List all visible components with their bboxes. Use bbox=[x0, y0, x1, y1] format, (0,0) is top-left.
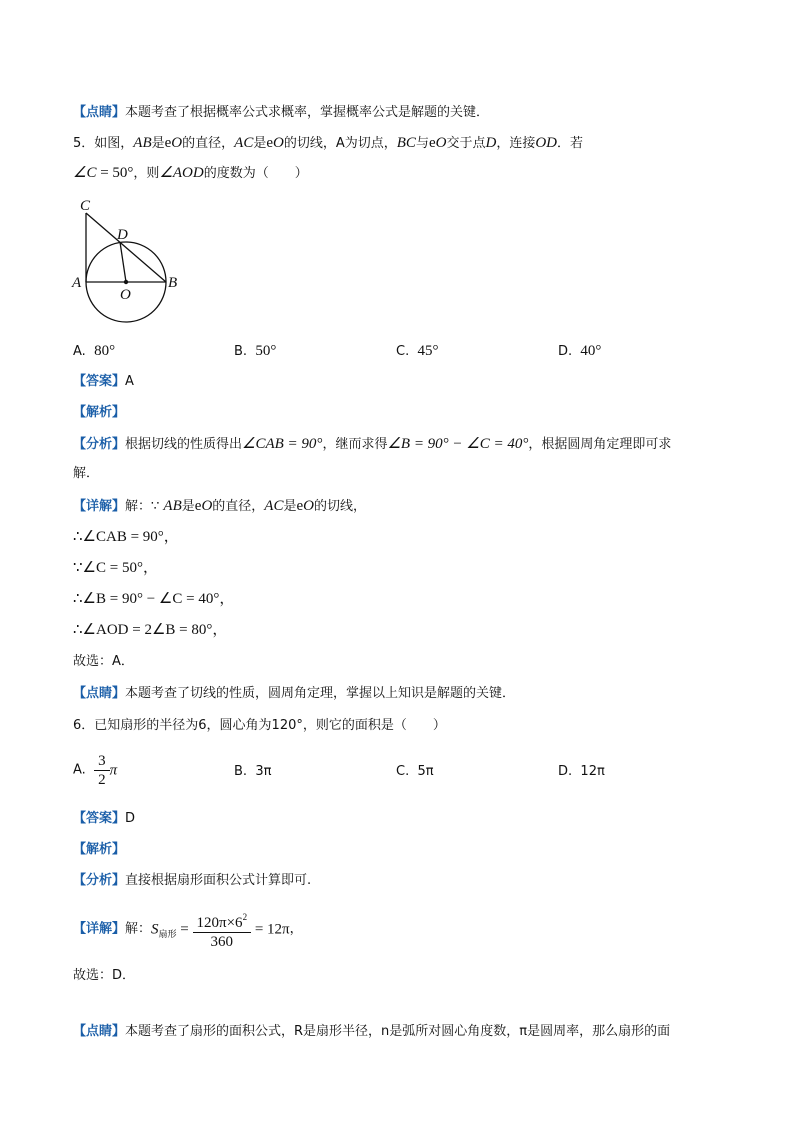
math-O: O bbox=[435, 135, 447, 151]
fenxi-text: ，根据圆周角定理即可求 bbox=[528, 437, 672, 452]
prev-dianjing-text: 本题考查了根据概率公式求概率，掌握概率公式是解题的关键． bbox=[125, 105, 490, 120]
exponent: 2 bbox=[242, 912, 248, 922]
xiangjie-tag: 【详解】 bbox=[73, 921, 126, 937]
xiangjie-text: ， bbox=[289, 921, 303, 937]
circle-symbol: e bbox=[194, 498, 202, 514]
q5-text: ，则 bbox=[133, 166, 160, 181]
xiangjie-text: 解： bbox=[125, 921, 152, 937]
circle-symbol: e bbox=[164, 135, 172, 151]
fenxi-text: 解． bbox=[73, 466, 100, 481]
option-value: 5π bbox=[417, 764, 434, 779]
segment-CB bbox=[86, 213, 166, 282]
fenxi-text: ，继而求得 bbox=[322, 437, 388, 452]
q6-stem: 6．已知扇形的半径为6，圆心角为120°，则它的面积是（ ） bbox=[73, 718, 446, 733]
xiangjie-text: 是 bbox=[283, 499, 297, 514]
dianjing-tag: 【点睛】 bbox=[73, 686, 126, 701]
analysis-tag: 【解析】 bbox=[73, 405, 126, 420]
center-point-O bbox=[124, 280, 128, 284]
math-pi: π bbox=[109, 762, 118, 779]
math-AB: AB bbox=[163, 498, 182, 514]
option-key: C. bbox=[396, 344, 410, 359]
math-D: D bbox=[485, 135, 497, 151]
q5-option-d[interactable] bbox=[558, 341, 601, 362]
option-key: C. bbox=[396, 764, 410, 779]
math-OD: OD bbox=[535, 135, 558, 151]
math-eq50: = 50° bbox=[96, 165, 134, 181]
q6-option-a[interactable] bbox=[73, 752, 117, 789]
q6-dianjing-line bbox=[73, 1022, 670, 1042]
math-O: O bbox=[171, 135, 183, 151]
q5-text: 是 bbox=[151, 136, 165, 151]
math-S-subscript: 扇形 bbox=[158, 930, 177, 940]
q6-choose: 故选：D． bbox=[73, 968, 136, 983]
xiangjie-text: 的切线， bbox=[314, 499, 367, 514]
q5-text: 的直径， bbox=[182, 136, 235, 151]
q6-answer-line bbox=[73, 809, 135, 829]
fenxi-text: 直接根据扇形面积公式计算即可. bbox=[125, 873, 312, 888]
xiangjie-tag: 【详解】 bbox=[73, 499, 126, 514]
option-value: 12π bbox=[580, 764, 605, 779]
fraction-numerator: 3 bbox=[94, 752, 110, 771]
q5-options bbox=[73, 341, 733, 361]
q5-stem-line1 bbox=[73, 133, 583, 154]
q5-text: 与 bbox=[415, 136, 429, 151]
q5-figure bbox=[70, 195, 190, 335]
dianjing-tag: 【点睛】 bbox=[73, 1024, 126, 1039]
math-O: O bbox=[201, 498, 213, 514]
option-key: D. bbox=[558, 764, 573, 779]
xiangjie-text: 的直径， bbox=[212, 499, 265, 514]
q5-step4: ∴∠AOD = 2∠B = 80°， bbox=[73, 622, 228, 638]
label-D: D bbox=[117, 227, 128, 243]
option-value: 80° bbox=[94, 343, 116, 359]
math-AB: AB bbox=[133, 135, 152, 151]
prev-dianjing-line bbox=[73, 103, 489, 123]
math-angle-CAB: ∠CAB = 90° bbox=[242, 436, 323, 452]
xiangjie-text: 是 bbox=[181, 499, 195, 514]
math-O: O bbox=[303, 498, 314, 514]
label-C: C bbox=[80, 198, 91, 214]
fenxi-text: 根据切线的性质得出 bbox=[125, 437, 243, 452]
option-value: 45° bbox=[417, 343, 439, 359]
q5-step3: ∴∠B = 90° − ∠C = 40°， bbox=[73, 591, 235, 607]
q5-text: 的度数为（ ） bbox=[203, 166, 308, 181]
math-angle-AOD: ∠AOD bbox=[159, 165, 204, 181]
q5-answer: A bbox=[125, 374, 134, 389]
q5-step1: ∴∠CAB = 90°， bbox=[73, 529, 179, 545]
q6-option-c[interactable] bbox=[396, 762, 434, 782]
math-angle-B: ∠B = 90° − ∠C = 40° bbox=[387, 436, 529, 452]
q6-option-b[interactable] bbox=[234, 762, 271, 782]
q5-option-b[interactable] bbox=[234, 341, 276, 362]
label-O: O bbox=[120, 287, 131, 303]
answer-tag: 【答案】 bbox=[73, 374, 126, 389]
dianjing-tag: 【点睛】 bbox=[73, 105, 126, 120]
option-key: A. bbox=[73, 762, 86, 778]
option-key: A. bbox=[73, 344, 86, 359]
option-value: 50° bbox=[255, 343, 277, 359]
circle-symbol: e bbox=[428, 135, 436, 151]
q5-text: ．若 bbox=[557, 136, 584, 151]
q5-choose: 故选：A． bbox=[73, 654, 134, 669]
q5-analysis-line bbox=[73, 403, 125, 423]
q5-option-a[interactable] bbox=[73, 341, 115, 362]
q5-fenxi-line2 bbox=[73, 464, 99, 484]
q6-answer: D bbox=[125, 811, 136, 826]
math-AC: AC bbox=[234, 135, 254, 151]
math-AC: AC bbox=[264, 498, 284, 514]
q5-answer-line bbox=[73, 372, 134, 392]
q5-text: 交于点 bbox=[446, 136, 486, 151]
q5-text: 5．如图， bbox=[73, 136, 134, 151]
math-angle-C: ∠C bbox=[73, 165, 97, 181]
option-key: D. bbox=[558, 344, 573, 359]
math-S: S bbox=[151, 921, 159, 938]
fraction-3-over-2 bbox=[94, 752, 110, 789]
option-key: B. bbox=[234, 764, 248, 779]
option-value: 3π bbox=[255, 764, 272, 779]
fenxi-tag: 【分析】 bbox=[73, 437, 126, 452]
math-O: O bbox=[273, 135, 284, 151]
q6-fenxi-line bbox=[73, 871, 311, 891]
numerator-expr: 120π×6 bbox=[196, 915, 243, 931]
q5-dianjing-line bbox=[73, 684, 515, 704]
option-value: 40° bbox=[580, 343, 602, 359]
fenxi-tag: 【分析】 bbox=[73, 873, 126, 888]
fraction-denominator: 2 bbox=[98, 772, 106, 788]
q6-analysis-line bbox=[73, 840, 125, 860]
fraction-numerator bbox=[193, 908, 252, 933]
q6-option-d[interactable] bbox=[558, 762, 605, 782]
q5-text: 是 bbox=[253, 136, 267, 151]
analysis-tag: 【解析】 bbox=[73, 842, 126, 857]
answer-tag: 【答案】 bbox=[73, 811, 126, 826]
segment-OD bbox=[120, 242, 126, 282]
math-BC: BC bbox=[396, 135, 416, 151]
math-result: = 12π bbox=[251, 921, 290, 938]
label-A: A bbox=[72, 275, 82, 291]
q5-step2: ∵∠C = 50°， bbox=[73, 560, 158, 576]
q5-option-c[interactable] bbox=[396, 341, 438, 362]
q5-stem-line2 bbox=[73, 163, 308, 184]
q5-dianjing-text: 本题考查了切线的性质，圆周角定理，掌握以上知识是解题的关键． bbox=[125, 686, 516, 701]
q5-fenxi-line1 bbox=[73, 434, 671, 455]
q6-xiangjie-line bbox=[73, 908, 303, 948]
q5-xiangjie-line bbox=[73, 496, 366, 517]
q6-options bbox=[73, 752, 733, 792]
fraction-denominator: 360 bbox=[210, 934, 234, 950]
xiangjie-text: 解：∵ bbox=[125, 499, 164, 514]
math-equals: = bbox=[176, 921, 193, 938]
q5-text: 的切线，A为切点， bbox=[283, 136, 397, 151]
circle-symbol: e bbox=[266, 135, 274, 151]
area-fraction bbox=[193, 908, 252, 951]
label-B: B bbox=[168, 275, 178, 291]
q6-dianjing-text: 本题考查了扇形的面积公式，R是扇形半径，n是弧所对圆心角度数，π是圆周率，那么扇形的面 bbox=[125, 1024, 671, 1039]
q5-text: ，连接 bbox=[496, 136, 536, 151]
circle-symbol: e bbox=[296, 498, 304, 514]
option-key: B. bbox=[234, 344, 248, 359]
